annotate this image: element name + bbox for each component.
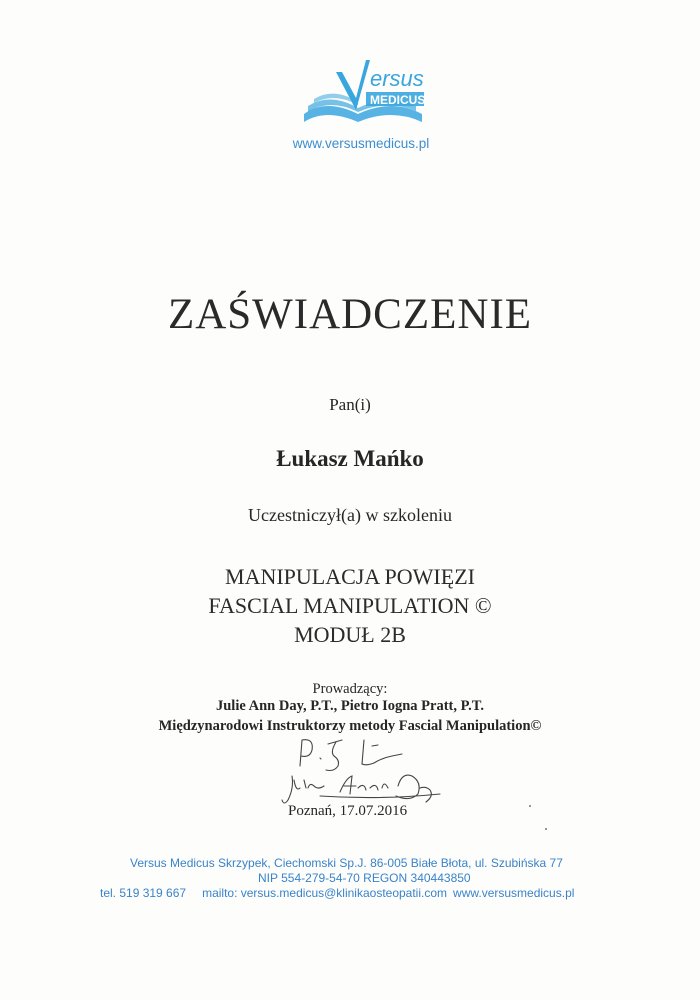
footer-tax-ids: NIP 554-279-54-70 REGON 340443850 [258,871,471,885]
certificate-title: ZAŚWIADCZENIE [167,291,533,338]
svg-text:ersus: ersus [370,66,424,91]
salutation: Pan(i) [329,395,371,414]
scan-speck [529,805,531,807]
footer-contact-line [100,886,574,900]
participant-name: Łukasz Mańko [276,446,424,471]
course-line: MANIPULACJA POWIĘZI [225,564,475,589]
lecturers-names: Julie Ann Day, P.T., Pietro Iogna Pratt, P.T. [215,698,484,714]
course-line: FASCIAL MANIPULATION © [208,593,492,618]
lecturers-label: Prowadzący: [312,681,388,697]
footer-company-address: Versus Medicus Skrzypek, Ciechomski Sp.J. 86-005 Białe Błota, ul. Szubińska 77 [130,856,563,870]
course-line: MODUŁ 2B [294,622,406,647]
logo-website-url[interactable]: www.versusmedicus.pl [292,136,430,151]
versus-medicus-logo [296,52,436,132]
footer-email[interactable]: mailto: versus.medicus@klinikaosteopatii.com [202,886,448,900]
footer-website[interactable]: www.versusmedicus.pl [453,886,575,900]
svg-text:MEDICUS: MEDICUS [370,93,426,107]
book-logo-icon [296,52,436,132]
course-title [0,562,700,649]
place-and-date: Poznań, 17.07.2016 [288,803,408,819]
scan-speck [545,828,547,830]
footer-phone[interactable]: tel. 519 319 667 [100,886,187,900]
participation-statement: Uczestniczył(a) w szkoleniu [248,505,452,525]
instructors-line: Międzynarodowi Instruktorzy metody Fascial Manipulation© [158,718,542,734]
